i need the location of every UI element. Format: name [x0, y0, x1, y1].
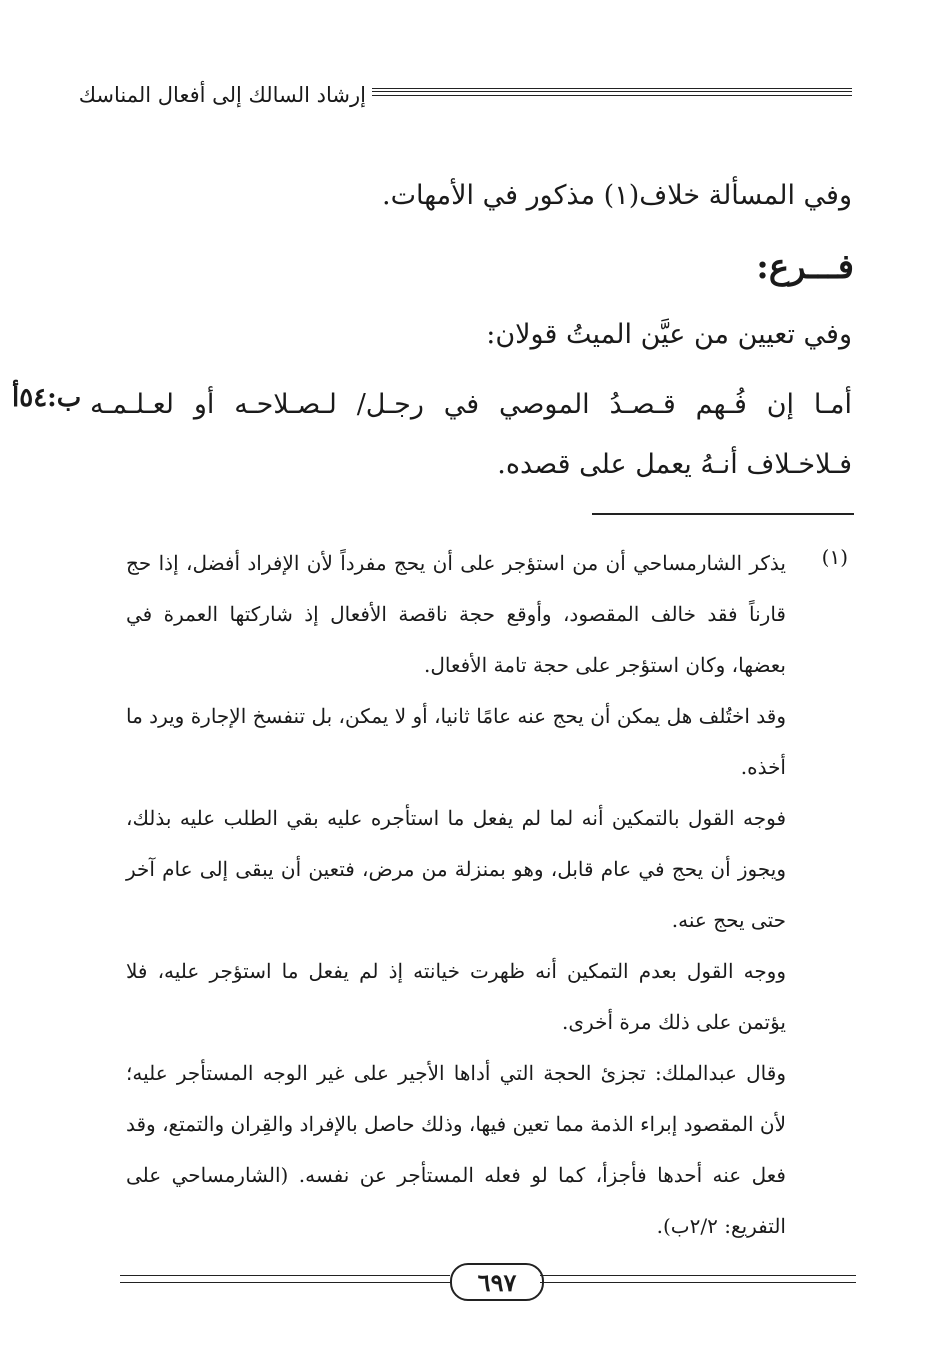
footnote-paragraph: فوجه القول بالتمكين أنه لما لم يفعل ما استأجره عليه بقي الطلب عليه بذلك، ويجوز أن يحج في عام قابل، وهو بمنزلة من مرض، فتعين أن يبقى إلى عام آخر حتى يحج عنه. — [126, 806, 787, 932]
main-paragraph-1: وفي المسألة خلاف(١) مذكور في الأمهات. — [381, 180, 852, 211]
footnote-separator — [592, 513, 854, 515]
footnote-paragraph: وقد اختُلف هل يمكن أن يحج عنه عامًا ثانيا، أو لا يمكن، بل تنفسخ الإجارة ويرد ما أخذه. — [126, 704, 786, 779]
page-number: ٦٩٧ — [450, 1263, 544, 1301]
footnote-paragraph: وقال عبدالملك: تجزئ الحجة التي أداها الأجير على غير الوجه المستأجر عليه؛ لأن المقصود إبراء الذمة مما تعين فيها، وذلك حاصل بالإفراد والقِران والتمتع، وقد فعل عنه أحدها فأجزأ، كما لو فعله المستأجر عن نفسه. (الشارمساحي على التفريع: ٢/٢ب). — [126, 1061, 786, 1238]
footnote-number: (١) — [821, 545, 848, 569]
running-header-title: إرشاد السالك إلى أفعال المناسك — [78, 83, 366, 107]
page-number-rule-right — [540, 1275, 856, 1283]
footnote-paragraph: يذكر الشارمساحي أن من استؤجر على أن يحج مفرداً لأن الإفراد أفضل، إذا حج قارناً فقد خالف المقصود، وأوقع حجة ناقصة الأفعال إذ شاركتها العمرة في بعضها، وكان استؤجر على حجة تامة الأفعال. — [126, 551, 786, 677]
manuscript-folio-marker: ب:٥٤أ — [12, 383, 82, 413]
footnote-paragraph: ووجه القول بعدم التمكين أنه ظهرت خيانته إذ لم يفعل ما استؤجر عليه، فلا يؤتمن على ذلك مرة أخرى. — [126, 959, 786, 1034]
footnote-body — [126, 538, 786, 1252]
main-paragraph-2: وفي تعيين من عيَّن الميتُ قولان: — [486, 319, 852, 350]
section-heading: فـــرع: — [756, 247, 854, 287]
page-number-rule-left — [120, 1275, 450, 1283]
header-double-rule — [372, 88, 852, 96]
main-paragraph-3: أمـا إن فُـهم قـصـدُ الموصي في رجـل/ لـصـلاحـه أو لعـلـمـه فـلاخـلاف أنـهُ يعمل على قصده. — [90, 389, 852, 480]
